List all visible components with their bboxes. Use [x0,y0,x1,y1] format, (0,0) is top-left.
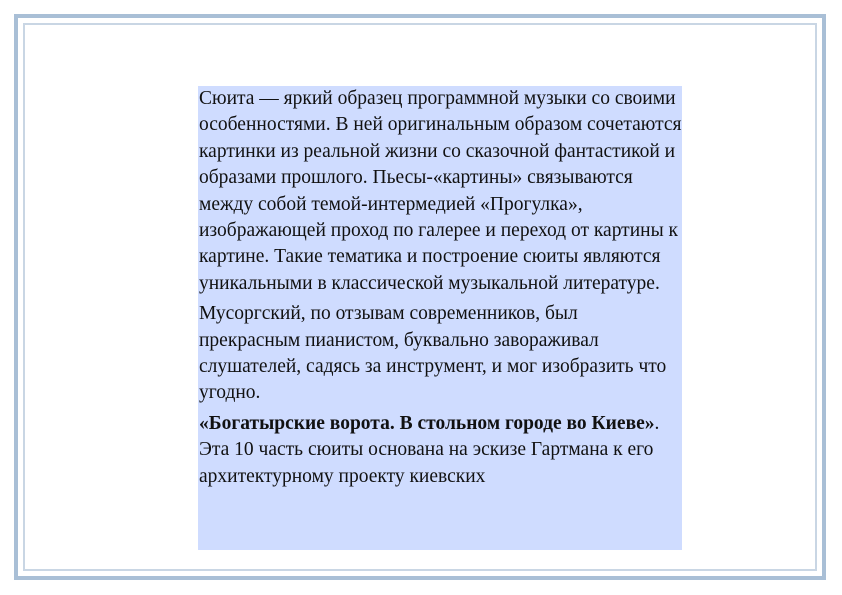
paragraph-bogatyr-gates-body: . Эта 10 часть сюиты основана на эскизе Гартмана к его архитектурному проекту киевских [199,412,660,487]
paragraph-bogatyr-gates-title: «Богатырские ворота. В стольном городе во Киеве» [199,412,655,434]
paragraph-bogatyr-gates [199,411,682,490]
paragraph-mussorgsky: Мусоргский, по отзывам современников, был прекрасным пианистом, буквально завораживал слушателей, садясь за инструмент, и мог изобразить что угодно. [199,303,667,404]
paragraph-suite-description: Сюита — яркий образец программной музыки со своими особенностями. В ней оригинальным образом сочетаются картинки из реальной жизни со сказочной фантастикой и образами прошлого. Пьесы-«картины» связываются между собой темой-интермедией «Прогулка», изображающей проход по галерее и переход от картины к картине. Такие тематика и построение сюиты являются уникальными в классической музыкальной литературе. [199,88,682,294]
slide-text-block [198,86,682,550]
